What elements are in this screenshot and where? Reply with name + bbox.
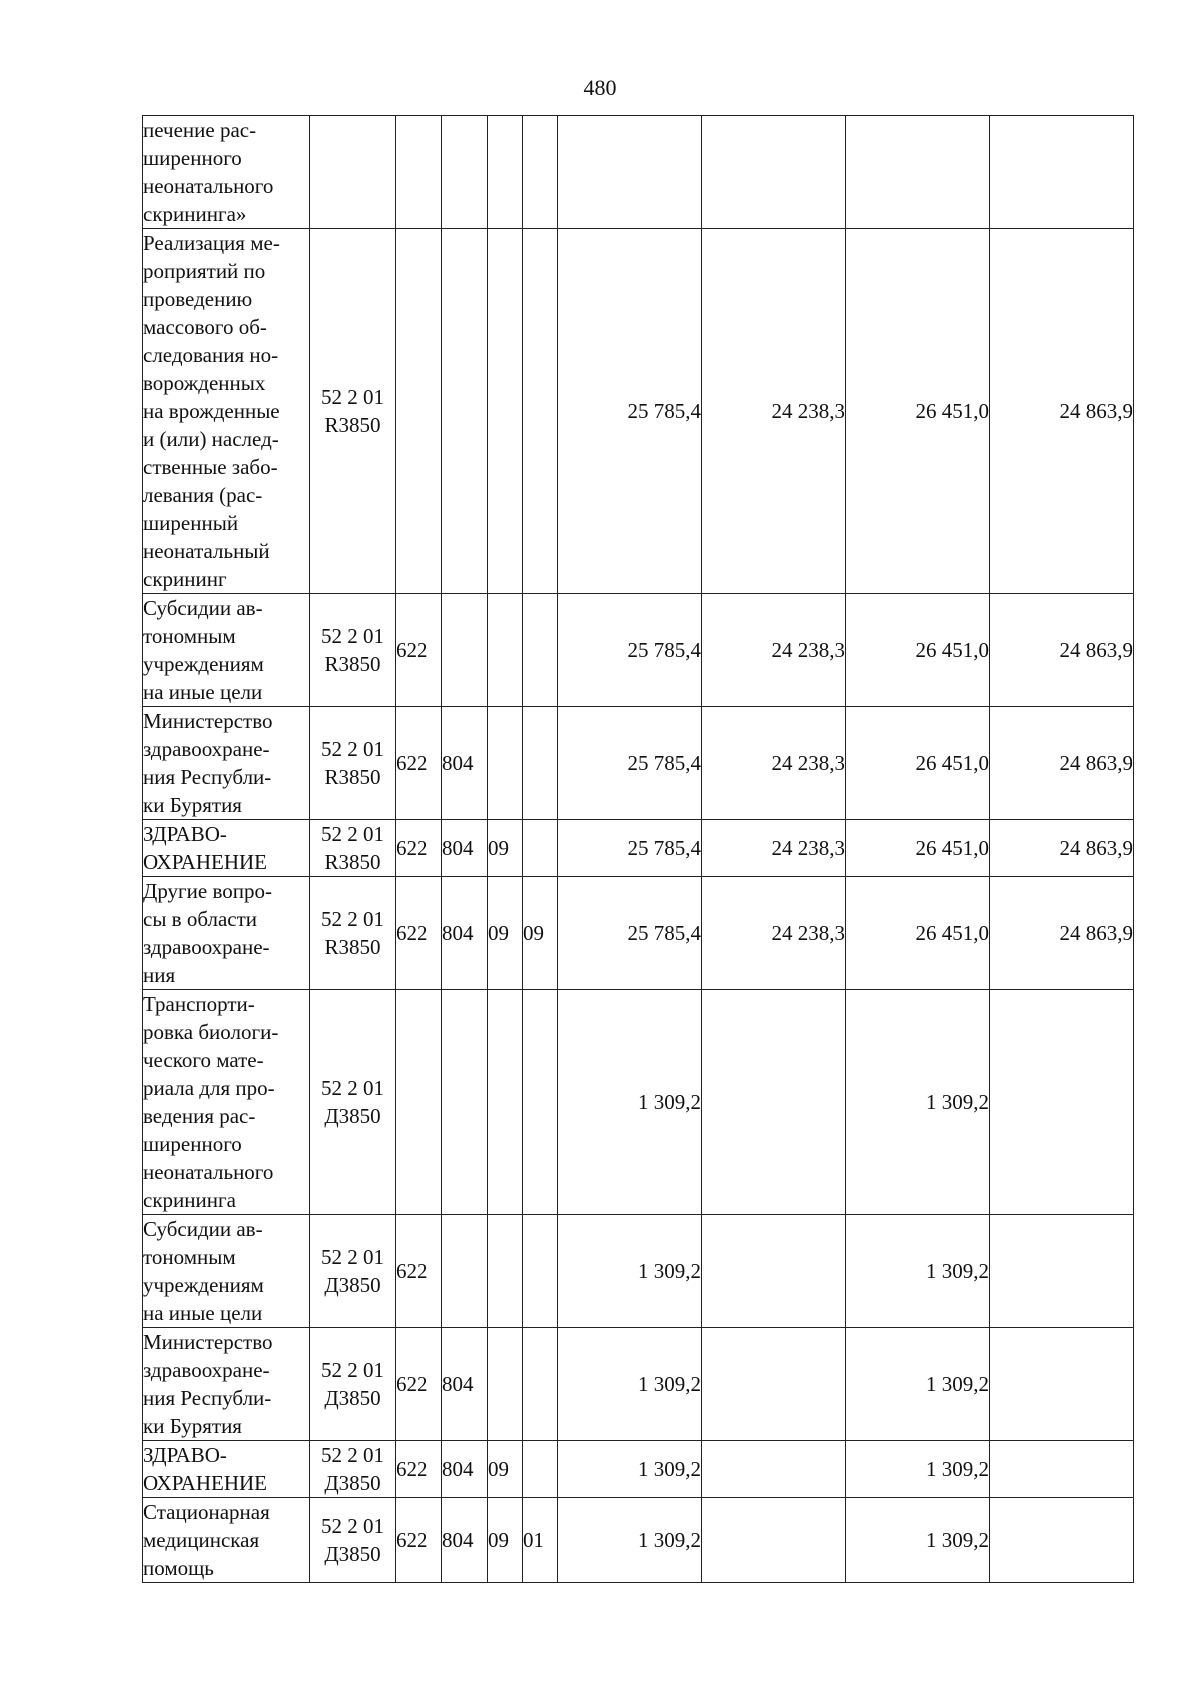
item-name-line: ния [143, 963, 176, 987]
table-row [143, 1441, 1134, 1498]
program-code-cell [310, 1328, 396, 1441]
amount-cell-3: 1 309,2 [846, 1498, 990, 1583]
amount-cell-1 [558, 116, 702, 229]
amount-cell-4: 24 863,9 [990, 594, 1134, 707]
amount-cell-2 [702, 1328, 846, 1441]
program-code-line: Д3850 [324, 1104, 381, 1128]
program-code-cell [310, 1441, 396, 1498]
subsection-cell: 09 [523, 877, 558, 990]
amount-cell-1: 1 309,2 [558, 1441, 702, 1498]
program-code-cell [310, 990, 396, 1215]
table-body [143, 116, 1134, 1583]
expense-type-cell: 622 [396, 1328, 442, 1441]
amount-cell-2 [702, 1498, 846, 1583]
amount-cell-3: 26 451,0 [846, 229, 990, 594]
expense-type-cell: 622 [396, 1441, 442, 1498]
item-name-line: сы в области [143, 907, 258, 931]
subsection-cell [523, 594, 558, 707]
item-name-line: ровка биологи- [143, 1020, 279, 1044]
expense-type-cell: 622 [396, 1215, 442, 1328]
item-name-cell [143, 1215, 310, 1328]
item-name-cell [143, 116, 310, 229]
program-code-line: R3850 [324, 935, 381, 959]
amount-cell-1: 25 785,4 [558, 229, 702, 594]
program-code-line: Д3850 [324, 1273, 381, 1297]
amount-cell-4: 24 863,9 [990, 229, 1134, 594]
item-name-cell [143, 990, 310, 1215]
item-name-line: помощь [143, 1556, 214, 1580]
ministry-code-cell [442, 990, 488, 1215]
amount-cell-3: 26 451,0 [846, 707, 990, 820]
section-cell: 09 [488, 877, 523, 990]
amount-cell-2 [702, 990, 846, 1215]
amount-cell-2 [702, 1441, 846, 1498]
amount-cell-4: 24 863,9 [990, 707, 1134, 820]
ministry-code-cell: 804 [442, 1441, 488, 1498]
amount-cell-1: 1 309,2 [558, 1328, 702, 1441]
item-name-cell [143, 1328, 310, 1441]
item-name-cell [143, 820, 310, 877]
ministry-code-cell: 804 [442, 1498, 488, 1583]
item-name-line: Министерство [143, 1330, 273, 1354]
item-name-line: ширенного [143, 1132, 242, 1156]
amount-cell-3: 1 309,2 [846, 1328, 990, 1441]
item-name-line: Министерство [143, 709, 273, 733]
expense-type-cell [396, 229, 442, 594]
amount-cell-4 [990, 1215, 1134, 1328]
section-cell [488, 229, 523, 594]
amount-cell-1: 25 785,4 [558, 594, 702, 707]
amount-cell-2: 24 238,3 [702, 229, 846, 594]
item-name-line: роприятий по [143, 259, 266, 283]
section-cell: 09 [488, 1441, 523, 1498]
ministry-code-cell: 804 [442, 820, 488, 877]
table-row [143, 1328, 1134, 1441]
program-code-line: 52 2 01 [321, 907, 384, 931]
item-name-line: и (или) наслед- [143, 427, 279, 451]
expense-type-cell: 622 [396, 594, 442, 707]
item-name-line: ОХРАНЕНИЕ [143, 850, 268, 874]
item-name-cell [143, 1498, 310, 1583]
program-code-line: 52 2 01 [321, 1358, 384, 1382]
item-name-line: ЗДРАВО- [143, 1443, 227, 1467]
item-name-line: на врожденные [143, 399, 280, 423]
program-code-cell [310, 820, 396, 877]
program-code-line: 52 2 01 [321, 737, 384, 761]
item-name-line: печение рас- [143, 118, 257, 142]
item-name-line: ственные забо- [143, 455, 278, 479]
item-name-line: неонатальный [143, 539, 270, 563]
item-name-line: здравоохране- [143, 935, 270, 959]
item-name-line: здравоохране- [143, 1358, 270, 1382]
item-name-cell [143, 877, 310, 990]
subsection-cell [523, 820, 558, 877]
item-name-line: здравоохране- [143, 737, 270, 761]
amount-cell-3: 26 451,0 [846, 877, 990, 990]
program-code-line: 52 2 01 [321, 1076, 384, 1100]
amount-cell-4 [990, 1498, 1134, 1583]
program-code-line: Д3850 [324, 1542, 381, 1566]
amount-cell-2: 24 238,3 [702, 820, 846, 877]
amount-cell-3 [846, 116, 990, 229]
amount-cell-1: 25 785,4 [558, 707, 702, 820]
item-name-line: ния Республи- [143, 765, 272, 789]
program-code-line: Д3850 [324, 1386, 381, 1410]
program-code-line: R3850 [324, 413, 381, 437]
item-name-line: проведению [143, 287, 253, 311]
ministry-code-cell [442, 1215, 488, 1328]
program-code-line: R3850 [324, 652, 381, 676]
ministry-code-cell: 804 [442, 1328, 488, 1441]
table-row [143, 990, 1134, 1215]
item-name-line: ОХРАНЕНИЕ [143, 1471, 268, 1495]
item-name-line: на иные цели [143, 680, 263, 704]
amount-cell-4: 24 863,9 [990, 820, 1134, 877]
section-cell [488, 990, 523, 1215]
table-row [143, 820, 1134, 877]
program-code-cell [310, 1215, 396, 1328]
item-name-line: учреждениям [143, 652, 264, 676]
expense-type-cell: 622 [396, 707, 442, 820]
item-name-line: Транспорти- [143, 992, 255, 1016]
program-code-line: 52 2 01 [321, 385, 384, 409]
subsection-cell [523, 116, 558, 229]
program-code-line: 52 2 01 [321, 1514, 384, 1538]
amount-cell-1: 1 309,2 [558, 1215, 702, 1328]
program-code-cell [310, 594, 396, 707]
ministry-code-cell [442, 116, 488, 229]
amount-cell-4 [990, 1328, 1134, 1441]
item-name-line: Реализация ме- [143, 231, 280, 255]
subsection-cell: 01 [523, 1498, 558, 1583]
amount-cell-4 [990, 1441, 1134, 1498]
amount-cell-2 [702, 116, 846, 229]
section-cell: 09 [488, 820, 523, 877]
amount-cell-1: 25 785,4 [558, 877, 702, 990]
subsection-cell [523, 1328, 558, 1441]
item-name-line: ческого мате- [143, 1048, 264, 1072]
program-code-line: 52 2 01 [321, 1443, 384, 1467]
section-cell [488, 1328, 523, 1441]
table-row [143, 229, 1134, 594]
item-name-line: Субсидии ав- [143, 1217, 263, 1241]
program-code-cell [310, 229, 396, 594]
item-name-line: скрининга [143, 1188, 236, 1212]
table-row [143, 1215, 1134, 1328]
program-code-line: 52 2 01 [321, 822, 384, 846]
item-name-line: массового об- [143, 315, 267, 339]
item-name-line: ворожденных [143, 371, 266, 395]
item-name-line: риала для про- [143, 1076, 275, 1100]
ministry-code-cell: 804 [442, 877, 488, 990]
amount-cell-2 [702, 1215, 846, 1328]
item-name-line: неонатального [143, 1160, 274, 1184]
amount-cell-2: 24 238,3 [702, 877, 846, 990]
expense-type-cell: 622 [396, 877, 442, 990]
table-row [143, 707, 1134, 820]
program-code-cell [310, 116, 396, 229]
item-name-line: тономным [143, 624, 236, 648]
subsection-cell [523, 990, 558, 1215]
item-name-line: ки Бурятия [143, 1414, 242, 1438]
amount-cell-2: 24 238,3 [702, 594, 846, 707]
table-row [143, 594, 1134, 707]
expense-type-cell [396, 116, 442, 229]
item-name-line: скрининга» [143, 202, 247, 226]
program-code-line: Д3850 [324, 1471, 381, 1495]
subsection-cell [523, 1441, 558, 1498]
program-code-line: R3850 [324, 850, 381, 874]
item-name-line: медицинская [143, 1528, 260, 1552]
subsection-cell [523, 707, 558, 820]
item-name-line: левания (рас- [143, 483, 263, 507]
ministry-code-cell: 804 [442, 707, 488, 820]
amount-cell-4 [990, 990, 1134, 1215]
item-name-line: неонатального [143, 174, 274, 198]
budget-table [142, 115, 1134, 1583]
amount-cell-1: 1 309,2 [558, 1498, 702, 1583]
item-name-line: следования но- [143, 343, 279, 367]
program-code-line: 52 2 01 [321, 624, 384, 648]
subsection-cell [523, 229, 558, 594]
program-code-cell [310, 877, 396, 990]
ministry-code-cell [442, 229, 488, 594]
program-code-line: R3850 [324, 765, 381, 789]
item-name-line: ки Бурятия [143, 793, 242, 817]
item-name-line: ЗДРАВО- [143, 822, 227, 846]
table-row [143, 116, 1134, 229]
amount-cell-2: 24 238,3 [702, 707, 846, 820]
amount-cell-4: 24 863,9 [990, 877, 1134, 990]
item-name-line: Субсидии ав- [143, 596, 263, 620]
expense-type-cell: 622 [396, 1498, 442, 1583]
item-name-cell [143, 594, 310, 707]
item-name-line: Другие вопро- [143, 879, 272, 903]
page-number: 480 [583, 75, 617, 100]
program-code-line: 52 2 01 [321, 1245, 384, 1269]
amount-cell-1: 25 785,4 [558, 820, 702, 877]
amount-cell-3: 26 451,0 [846, 820, 990, 877]
expense-type-cell: 622 [396, 820, 442, 877]
section-cell [488, 116, 523, 229]
item-name-cell [143, 1441, 310, 1498]
item-name-line: скрининг [143, 567, 227, 591]
amount-cell-3: 1 309,2 [846, 1441, 990, 1498]
table-row [143, 1498, 1134, 1583]
item-name-line: тономным [143, 1245, 236, 1269]
section-cell [488, 1215, 523, 1328]
amount-cell-3: 1 309,2 [846, 990, 990, 1215]
item-name-line: учреждениям [143, 1273, 264, 1297]
expense-type-cell [396, 990, 442, 1215]
amount-cell-1: 1 309,2 [558, 990, 702, 1215]
amount-cell-3: 1 309,2 [846, 1215, 990, 1328]
item-name-line: Стационарная [143, 1500, 270, 1524]
subsection-cell [523, 1215, 558, 1328]
item-name-cell [143, 707, 310, 820]
item-name-line: ведения рас- [143, 1104, 256, 1128]
section-cell: 09 [488, 1498, 523, 1583]
item-name-cell [143, 229, 310, 594]
table-row [143, 877, 1134, 990]
section-cell [488, 707, 523, 820]
program-code-cell [310, 1498, 396, 1583]
item-name-line: ширенный [143, 511, 239, 535]
item-name-line: ния Республи- [143, 1386, 272, 1410]
amount-cell-3: 26 451,0 [846, 594, 990, 707]
item-name-line: на иные цели [143, 1301, 263, 1325]
amount-cell-4 [990, 116, 1134, 229]
item-name-line: ширенного [143, 146, 242, 170]
section-cell [488, 594, 523, 707]
ministry-code-cell [442, 594, 488, 707]
program-code-cell [310, 707, 396, 820]
